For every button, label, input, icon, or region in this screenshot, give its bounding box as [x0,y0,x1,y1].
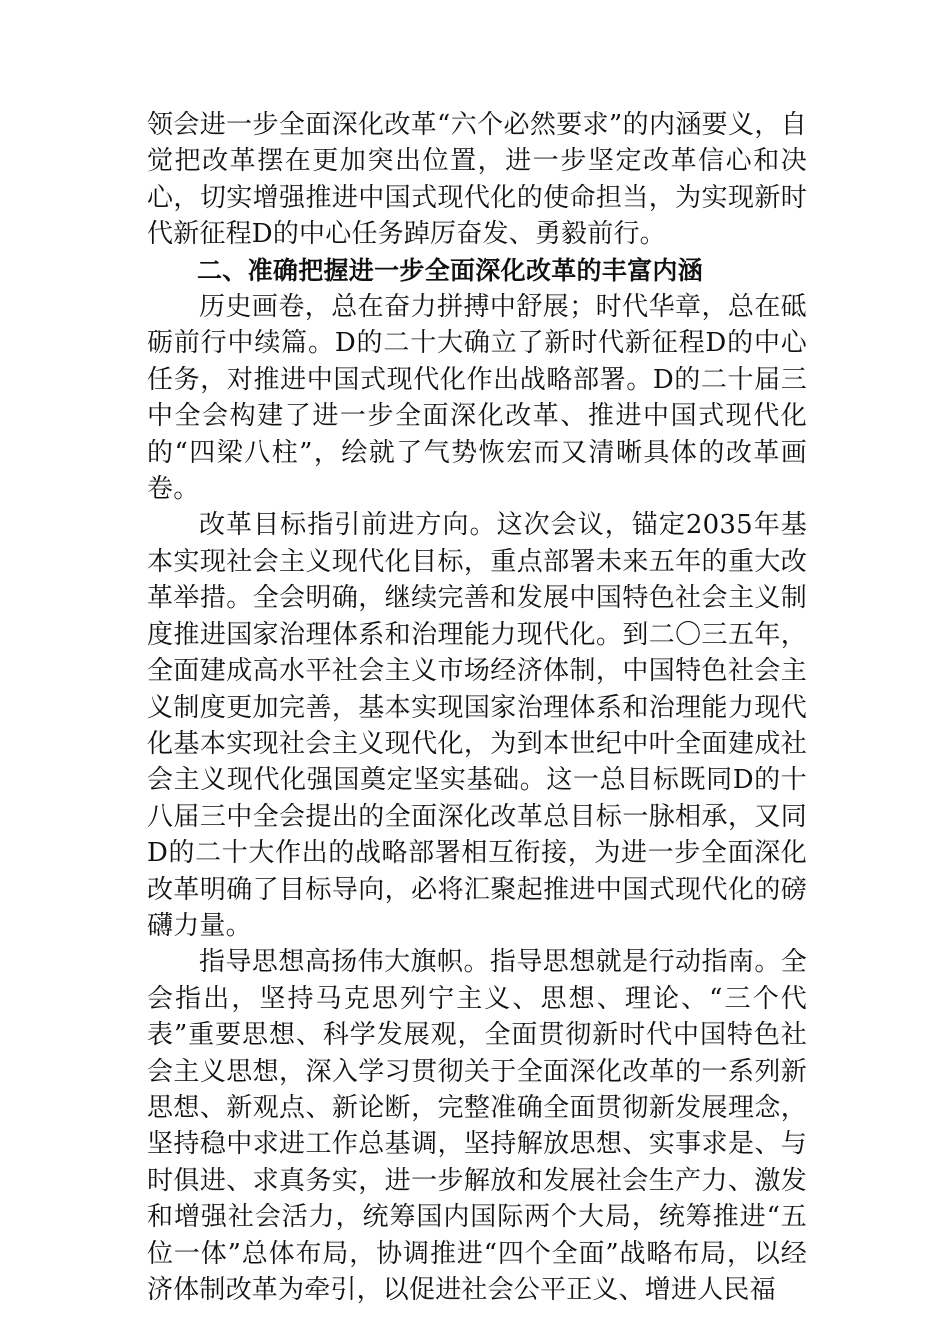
document-body [147,107,807,1308]
paragraph-history: 历史画卷，总在奋力拼搏中舒展；时代华章，总在砥砺前行中续篇。D的二十大确立了新时代新征程D的中心任务，对推进中国式现代化作出战略部署。D的二十届三中全会构建了进一步全面深化改革、推进中国式现代化的“四梁八柱”，绘就了气势恢宏而又清晰具体的改革画卷。 [147,292,807,505]
paragraph-guiding-thought: 指导思想高扬伟大旗帜。指导思想就是行动指南。全会指出，坚持马克思列宁主义、思想、理论、“三个代表”重要思想、科学发展观，全面贯彻新时代中国特色社会主义思想，深入学习贯彻关于全面深化改革的一系列新思想、新观点、新论断，完整准确全面贯彻新发展理念，坚持稳中求进工作总基调，坚持解放思想、实事求是、与时俱进、求真务实，进一步解放和发展社会生产力、激发和增强社会活力，统筹国内国际两个大局，统筹推进“五位一体”总体布局，协调推进“四个全面”战略布局，以经济体制改革为牵引，以促进社会公平正义、增进人民福 [147,947,807,1305]
paragraph-intro-continuation: 领会进一步全面深化改革“六个必然要求”的内涵要义，自觉把改革摆在更加突出位置，进一步坚定改革信心和决心，切实增强推进中国式现代化的使命担当，为实现新时代新征程D的中心任务踔厉奋发、勇毅前行。 [147,110,807,250]
paragraph-reform-goal: 改革目标指引前进方向。这次会议，锚定2035年基本实现社会主义现代化目标，重点部署未来五年的重大改革举措。全会明确，继续完善和发展中国特色社会主义制度推进国家治理体系和治理能力现代化。到二〇三五年，全面建成高水平社会主义市场经济体制，中国特色社会主义制度更加完善，基本实现国家治理体系和治理能力现代化基本实现社会主义现代化，为到本世纪中叶全面建成社会主义现代化强国奠定坚实基础。这一总目标既同D的十八届三中全会提出的全面深化改革总目标一脉相承，又同D的二十大作出的战略部署相互衔接，为进一步全面深化改革明确了目标导向，必将汇聚起推进中国式现代化的磅礴力量。 [147,510,807,941]
section-heading: 二、准确把握进一步全面深化改革的丰富内涵 [197,255,704,285]
